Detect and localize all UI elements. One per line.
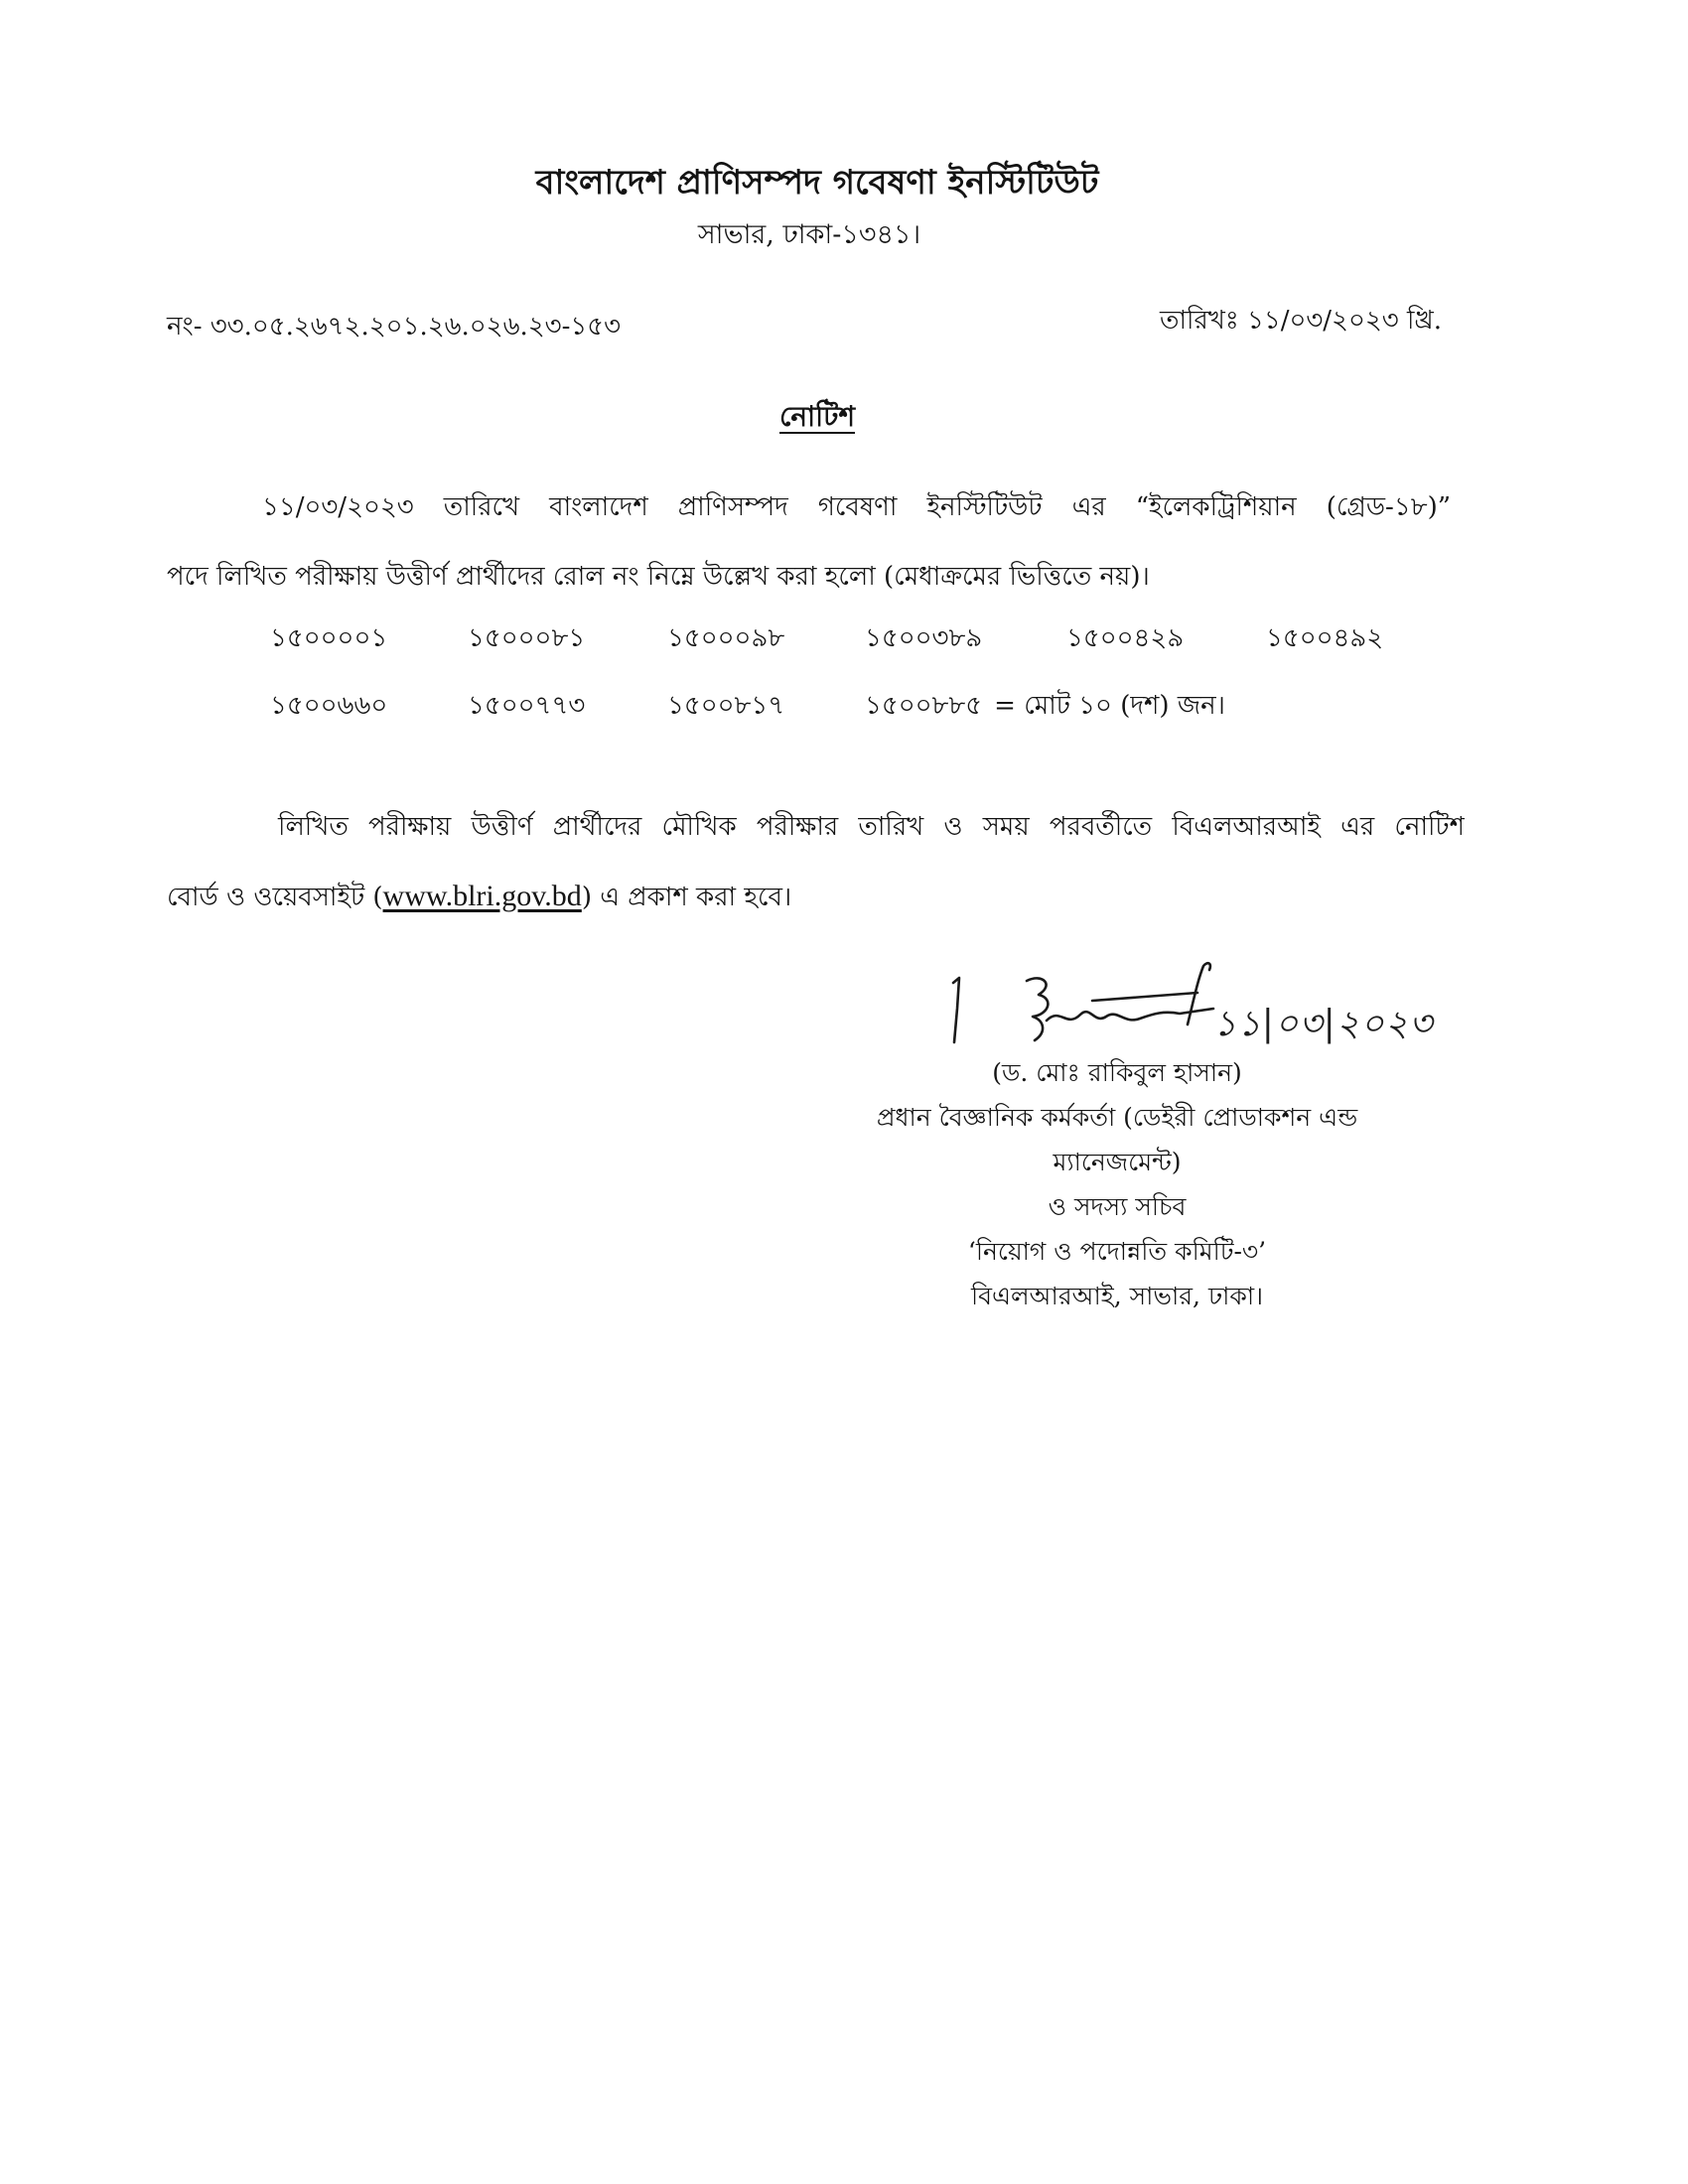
roll-number-last (865, 685, 1225, 729)
paragraph-2-suffix: ) এ প্রকাশ করা হবে। (581, 883, 792, 912)
signatory-block (814, 1050, 1420, 1318)
notice-paragraph-1 (167, 473, 1451, 612)
roll-total-count: = মোট ১০ (দশ) জন। (994, 691, 1225, 721)
roll-number: ১৫০০৮১৭ (667, 691, 785, 721)
roll-number: ১৫০০৮৮৫ (865, 691, 983, 721)
signatory-designation: প্রধান বৈজ্ঞানিক কর্মকর্তা (ডেইরী প্রোডাকশন এন্ড (876, 1103, 1358, 1132)
roll-number: ১৫০০০৯৮ (667, 623, 785, 653)
roll-number: ১৫০০০০১ (270, 623, 388, 653)
roll-row (270, 617, 1462, 685)
paragraph-2-prefix: বোর্ড ও ওয়েবসাইট ( (167, 883, 383, 912)
roll-number-list (270, 617, 1462, 752)
paragraph-1-line-1: ১১/০৩/২০২৩ তারিখে বাংলাদেশ প্রাণিসম্পদ গবেষণা ইনস্টিটিউট এর “ইলেকট্রিশিয়ান (গ্রেড-১৮)” (262, 492, 1451, 522)
paragraph-2-line-1: লিখিত পরীক্ষায় উত্তীর্ণ প্রার্থীদের মৌখিক পরীক্ষার তারিখ ও সময় পরবর্তীতে বিএলআরআই এর নোটিশ (278, 812, 1465, 842)
signatory-office: বিএলআরআই, সাভার, ঢাকা। (970, 1282, 1264, 1310)
notice-heading (0, 395, 1634, 442)
institute-address: সাভার, ঢাকা-১৩৪১। (697, 219, 921, 250)
signatory-designation: ম্যানেজমেন্ট) (1053, 1148, 1182, 1176)
paragraph-2-line-2 (167, 862, 1465, 932)
signatory-name: (ড. মোঃ রাকিবুল হাসান) (992, 1058, 1242, 1087)
paragraph-1-line-2: পদে লিখিত পরীক্ষায় উত্তীর্ণ প্রার্থীদের রোল নং নিম্নে উল্লেখ করা হলো (মেধাক্রমের ভিত্তিতে নয়)। (167, 562, 1150, 592)
handwritten-signature (943, 959, 1241, 1050)
roll-row (270, 685, 1462, 752)
signatory-committee: ‘নিয়োগ ও পদোন্নতি কমিটি-৩’ (967, 1237, 1267, 1266)
signature-date: ১১|০৩|২০২৩ (1213, 1004, 1434, 1044)
signatory-role: ও সদস্য সচিব (1048, 1192, 1187, 1221)
roll-number: ১৫০০৭৭৩ (468, 691, 586, 721)
roll-number: ১৫০০৩৮৯ (865, 623, 983, 653)
notice-paragraph-2 (167, 792, 1465, 932)
roll-number: ১৫০০০৮১ (468, 623, 586, 653)
roll-number: ১৫০০৪৯২ (1266, 623, 1384, 653)
institute-title: বাংলাদেশ প্রাণিসম্পদ গবেষণা ইনস্টিটিউট (535, 163, 1099, 203)
memo-number: নং- ৩৩.০৫.২৬৭২.২০১.২৬.০২৬.২৩-১৫৩ (167, 312, 622, 341)
roll-number: ১৫০০৪২৯ (1066, 623, 1185, 653)
notice-heading-text: নোটিশ (778, 400, 856, 433)
memo-date: তারিখঃ ১১/০৩/২০২৩ খ্রি. (1160, 306, 1442, 336)
roll-number: ১৫০০৬৬০ (270, 691, 388, 721)
website-url: www.blri.gov.bd (382, 880, 582, 912)
